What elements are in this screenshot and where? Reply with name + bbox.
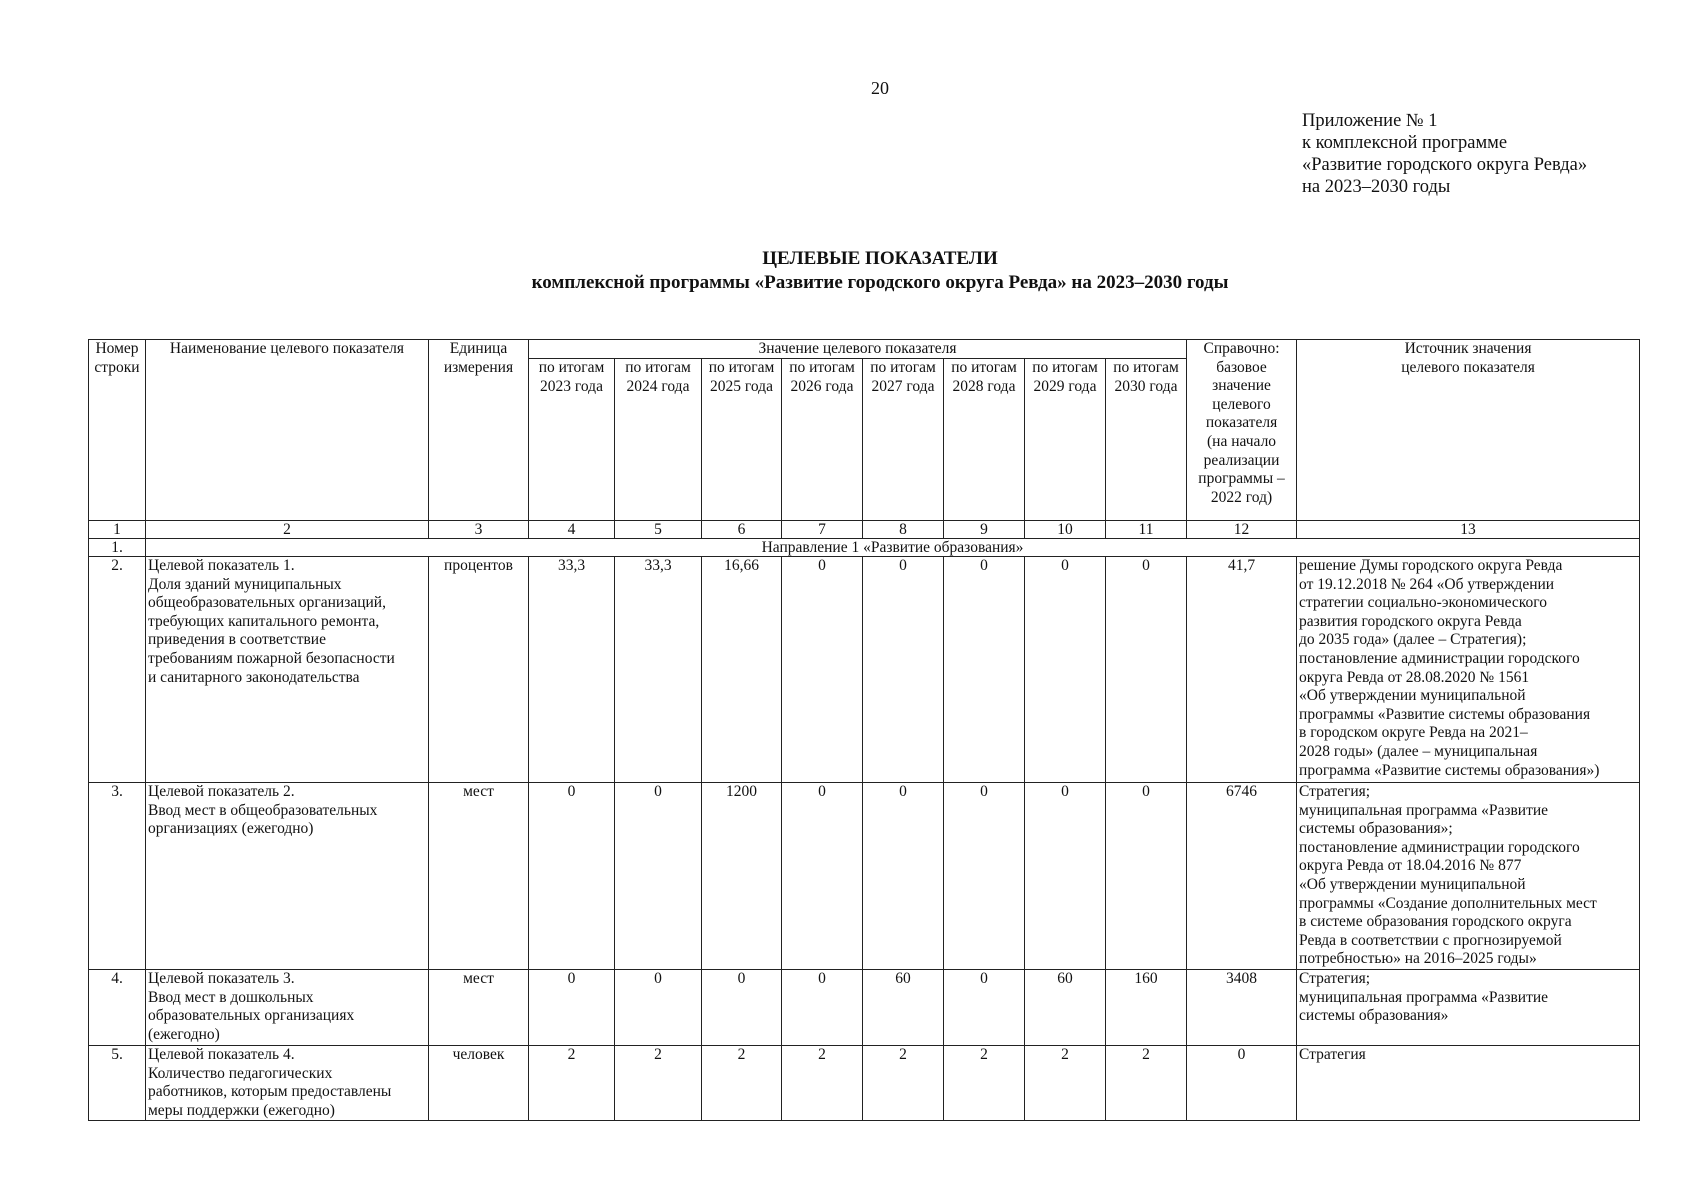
header-text: по итогам bbox=[708, 359, 775, 376]
source-cell-line: округа Ревда от 18.04.2016 № 877 bbox=[1299, 857, 1522, 875]
source-cell-line: Стратегия bbox=[1299, 1046, 1366, 1063]
column-number: 8 bbox=[863, 521, 944, 539]
header-year-2028 bbox=[944, 359, 1025, 521]
row-number: 5. bbox=[89, 1046, 146, 1121]
source-cell-line: системы образования» bbox=[1299, 1007, 1449, 1025]
header-year-2023 bbox=[529, 359, 615, 521]
value-cell: 60 bbox=[1025, 970, 1106, 1046]
source-cell-line: постановление администрации городского bbox=[1299, 838, 1580, 856]
value-cell: 0 bbox=[615, 783, 702, 970]
column-number: 9 bbox=[944, 521, 1025, 539]
page-number: 20 bbox=[871, 78, 889, 98]
source-cell-line: программа «Развитие системы образования») bbox=[1299, 761, 1600, 779]
table-row bbox=[89, 1046, 1640, 1121]
value-cell: 60 bbox=[863, 970, 944, 1046]
value-cell: 2 bbox=[1025, 1046, 1106, 1121]
header-text: 2030 года bbox=[1114, 377, 1178, 395]
value-cell: 0 bbox=[615, 970, 702, 1046]
header-text: реализации bbox=[1203, 451, 1280, 469]
value-cell: 2 bbox=[702, 1046, 782, 1121]
indicator-name-line: и санитарного законодательства bbox=[148, 668, 360, 686]
source-cell-line: в системе образования городского округа bbox=[1299, 913, 1572, 931]
value-cell: 0 bbox=[944, 783, 1025, 970]
value-cell: 0 bbox=[702, 970, 782, 1046]
source-cell-line: Ревда в соответствии с прогнозируемой bbox=[1299, 931, 1562, 949]
value-cell: 0 bbox=[1106, 783, 1187, 970]
header-year-2027 bbox=[863, 359, 944, 521]
source-cell-line: Стратегия; bbox=[1299, 783, 1371, 800]
indicator-name bbox=[146, 557, 429, 783]
value-cell: 0 bbox=[529, 970, 615, 1046]
header-text: (на начало bbox=[1207, 432, 1277, 450]
appendix-line: к комплексной программе bbox=[1302, 133, 1508, 153]
indicators-table bbox=[88, 339, 1640, 1121]
value-cell: 0 bbox=[863, 557, 944, 783]
header-year-2030 bbox=[1106, 359, 1187, 521]
header-text: по итогам bbox=[1032, 359, 1098, 376]
appendix-line: «Развитие городского округа Ревда» bbox=[1302, 155, 1588, 175]
header-text: Номер bbox=[95, 340, 139, 357]
column-number: 3 bbox=[429, 521, 529, 539]
header-text: 2026 года bbox=[790, 377, 854, 395]
direction-label: Направление 1 «Развитие образования» bbox=[146, 539, 1640, 557]
indicator-name-line: образовательных организациях bbox=[148, 1007, 355, 1025]
indicator-name-line: (ежегодно) bbox=[148, 1025, 220, 1043]
source-cell-line: «Об утверждении муниципальной bbox=[1299, 687, 1526, 705]
header-text: 2029 года bbox=[1033, 377, 1097, 395]
header-year-2029 bbox=[1025, 359, 1106, 521]
column-numbers-row bbox=[89, 521, 1640, 539]
source-cell-line: округа Ревда от 28.08.2020 № 1561 bbox=[1299, 668, 1530, 686]
unit-cell: мест bbox=[429, 970, 529, 1046]
source-cell bbox=[1297, 783, 1640, 970]
direction-row bbox=[89, 539, 1640, 557]
value-cell: 0 bbox=[782, 783, 863, 970]
source-cell-line: развития городского округа Ревда bbox=[1299, 612, 1522, 630]
baseline-cell: 3408 bbox=[1187, 970, 1297, 1046]
column-number: 12 bbox=[1187, 521, 1297, 539]
value-cell: 0 bbox=[944, 557, 1025, 783]
header-text: по итогам bbox=[789, 359, 855, 376]
source-cell-line: программы «Развитие системы образования bbox=[1299, 705, 1591, 723]
value-cell: 2 bbox=[863, 1046, 944, 1121]
indicator-name-line: Целевой показатель 2. bbox=[148, 783, 295, 800]
value-cell: 160 bbox=[1106, 970, 1187, 1046]
source-cell-line: решение Думы городского округа Ревда bbox=[1299, 557, 1563, 574]
header-text: 2027 года bbox=[871, 377, 935, 395]
header-row-number bbox=[89, 340, 146, 521]
title-line-1: ЦЕЛЕВЫЕ ПОКАЗАТЕЛИ bbox=[762, 248, 998, 269]
row-number: 3. bbox=[89, 783, 146, 970]
header-text: 2024 года bbox=[626, 377, 690, 395]
value-cell: 0 bbox=[863, 783, 944, 970]
baseline-cell: 0 bbox=[1187, 1046, 1297, 1121]
column-number: 1 bbox=[89, 521, 146, 539]
header-text: целевого bbox=[1212, 395, 1271, 413]
header-value-group: Значение целевого показателя bbox=[529, 340, 1187, 359]
header-text: показателя bbox=[1205, 414, 1278, 432]
header-source bbox=[1297, 340, 1640, 521]
source-cell-line: стратегии социально-экономического bbox=[1299, 594, 1547, 612]
unit-cell: мест bbox=[429, 783, 529, 970]
value-cell: 2 bbox=[1106, 1046, 1187, 1121]
header-text: 2025 года bbox=[710, 377, 773, 395]
value-cell: 2 bbox=[615, 1046, 702, 1121]
header-text: Единица bbox=[449, 340, 508, 357]
direction-number: 1. bbox=[89, 539, 146, 557]
header-text: по итогам bbox=[951, 359, 1017, 376]
value-cell: 2 bbox=[529, 1046, 615, 1121]
value-cell: 0 bbox=[1106, 557, 1187, 783]
column-number: 11 bbox=[1106, 521, 1187, 539]
indicator-name-line: Целевой показатель 4. bbox=[148, 1046, 295, 1063]
column-number: 10 bbox=[1025, 521, 1106, 539]
column-number: 7 bbox=[782, 521, 863, 539]
indicator-name-line: общеобразовательных организаций, bbox=[148, 594, 386, 612]
source-cell bbox=[1297, 970, 1640, 1046]
header-text: измерения bbox=[443, 358, 514, 376]
indicator-name-line: меры поддержки (ежегодно) bbox=[148, 1101, 335, 1119]
header-year-2025 bbox=[702, 359, 782, 521]
baseline-cell: 6746 bbox=[1187, 783, 1297, 970]
indicator-name bbox=[146, 1046, 429, 1121]
value-cell: 33,3 bbox=[615, 557, 702, 783]
source-cell-line: в городском округе Ревда на 2021– bbox=[1299, 724, 1528, 742]
appendix-line: на 2023–2030 годы bbox=[1302, 177, 1451, 197]
source-cell-line: «Об утверждении муниципальной bbox=[1299, 875, 1526, 893]
header-indicator-name: Наименование целевого показателя bbox=[146, 340, 429, 521]
header-text: Справочно: bbox=[1203, 340, 1280, 357]
column-number: 5 bbox=[615, 521, 702, 539]
title-line-2: комплексной программы «Развитие городского округа Ревда» на 2023–2030 годы bbox=[531, 272, 1229, 293]
source-cell bbox=[1297, 557, 1640, 783]
table-row bbox=[89, 783, 1640, 970]
value-cell: 33,3 bbox=[529, 557, 615, 783]
indicator-name-line: Ввод мест в дошкольных bbox=[148, 988, 314, 1006]
source-cell bbox=[1297, 1046, 1640, 1121]
header-year-2026 bbox=[782, 359, 863, 521]
source-cell-line: муниципальная программа «Развитие bbox=[1299, 801, 1549, 819]
row-number: 4. bbox=[89, 970, 146, 1046]
column-number: 2 bbox=[146, 521, 429, 539]
table-row bbox=[89, 557, 1640, 783]
source-cell-line: системы образования»; bbox=[1299, 820, 1453, 838]
indicator-name-line: требованиям пожарной безопасности bbox=[148, 649, 395, 667]
indicator-name-line: Ввод мест в общеобразовательных bbox=[148, 801, 378, 819]
row-number: 2. bbox=[89, 557, 146, 783]
value-cell: 2 bbox=[782, 1046, 863, 1121]
header-text: Источник значения bbox=[1404, 340, 1532, 357]
column-number: 13 bbox=[1297, 521, 1640, 539]
source-cell-line: программы «Создание дополнительных мест bbox=[1299, 894, 1597, 912]
value-cell: 0 bbox=[944, 970, 1025, 1046]
value-cell: 16,66 bbox=[702, 557, 782, 783]
header-baseline bbox=[1187, 340, 1297, 521]
value-cell: 2 bbox=[944, 1046, 1025, 1121]
indicator-name-line: работников, которым предоставлены bbox=[148, 1083, 392, 1101]
column-number: 6 bbox=[702, 521, 782, 539]
appendix-line: Приложение № 1 bbox=[1302, 111, 1438, 131]
indicator-name bbox=[146, 783, 429, 970]
header-text: по итогам bbox=[538, 359, 605, 376]
indicator-name-line: организациях (ежегодно) bbox=[148, 820, 314, 838]
appendix-note bbox=[1302, 110, 1587, 198]
source-cell-line: Стратегия; bbox=[1299, 970, 1371, 987]
header-text: по итогам bbox=[625, 359, 691, 376]
column-number: 4 bbox=[529, 521, 615, 539]
value-cell: 0 bbox=[529, 783, 615, 970]
baseline-cell: 41,7 bbox=[1187, 557, 1297, 783]
header-text: базовое bbox=[1216, 358, 1267, 376]
value-cell: 1200 bbox=[702, 783, 782, 970]
source-cell-line: муниципальная программа «Развитие bbox=[1299, 988, 1549, 1006]
unit-cell: процентов bbox=[429, 557, 529, 783]
indicator-name bbox=[146, 970, 429, 1046]
header-text: строки bbox=[94, 358, 140, 376]
table-row bbox=[89, 970, 1640, 1046]
header-text: 2023 года bbox=[540, 377, 603, 395]
source-cell-line: до 2035 года» (далее – Стратегия); bbox=[1299, 631, 1527, 649]
value-cell: 0 bbox=[782, 970, 863, 1046]
header-text: 2022 год) bbox=[1210, 488, 1273, 506]
source-cell-line: потребностью» на 2016–2025 годы» bbox=[1299, 950, 1537, 968]
indicator-name-line: Целевой показатель 1. bbox=[148, 557, 295, 574]
value-cell: 0 bbox=[1025, 557, 1106, 783]
header-unit bbox=[429, 340, 529, 521]
indicator-name-line: требующих капитального ремонта, bbox=[148, 612, 380, 630]
unit-cell: человек bbox=[429, 1046, 529, 1121]
header-text: значение bbox=[1212, 377, 1271, 395]
source-cell-line: от 19.12.2018 № 264 «Об утверждении bbox=[1299, 575, 1555, 593]
document-title bbox=[0, 247, 1691, 295]
header-year-2024 bbox=[615, 359, 702, 521]
value-cell: 0 bbox=[1025, 783, 1106, 970]
source-cell-line: 2028 годы» (далее – муниципальная bbox=[1299, 742, 1538, 760]
header-row bbox=[89, 340, 1640, 359]
indicator-name-line: Доля зданий муниципальных bbox=[148, 575, 342, 593]
indicator-name-line: приведения в соответствие bbox=[148, 631, 326, 649]
header-text: программы – bbox=[1198, 470, 1285, 488]
header-text: по итогам bbox=[870, 359, 936, 376]
indicator-name-line: Количество педагогических bbox=[148, 1064, 333, 1082]
value-cell: 0 bbox=[782, 557, 863, 783]
header-text: по итогам bbox=[1113, 359, 1179, 376]
indicator-name-line: Целевой показатель 3. bbox=[148, 970, 295, 987]
header-text: 2028 года bbox=[952, 377, 1016, 395]
source-cell-line: постановление администрации городского bbox=[1299, 649, 1580, 667]
header-text: целевого показателя bbox=[1401, 358, 1535, 376]
